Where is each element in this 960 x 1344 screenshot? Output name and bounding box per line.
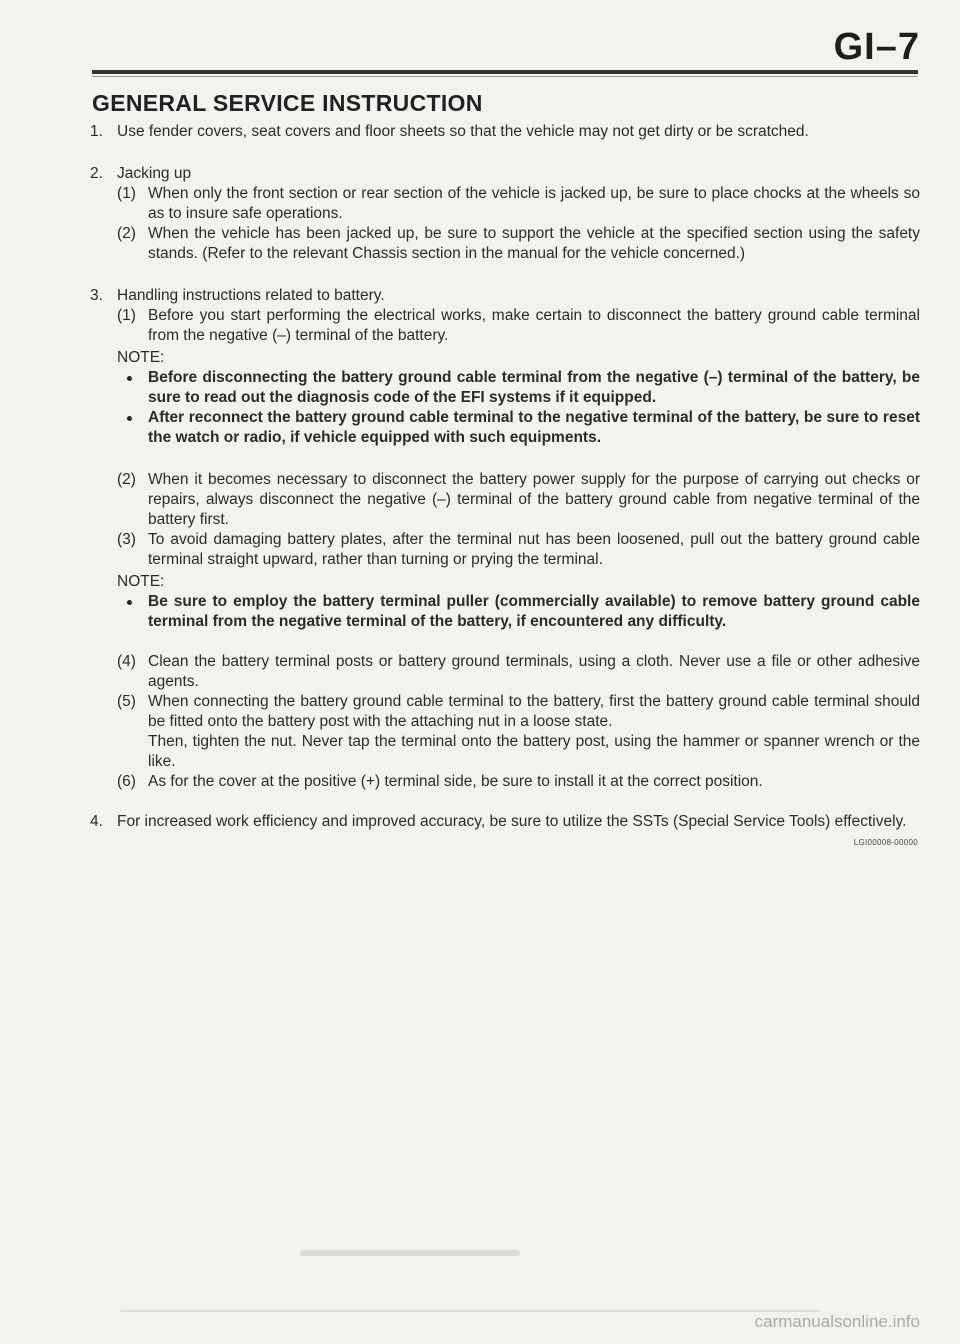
sub-item-number: (2) xyxy=(117,225,136,242)
note-label: NOTE: xyxy=(117,573,165,590)
item-number: 1. xyxy=(90,123,103,140)
instruction-item-4 xyxy=(90,812,920,832)
header-rule xyxy=(92,70,918,74)
sub-item xyxy=(117,652,920,692)
document-code: LGI00008-00000 xyxy=(853,838,918,847)
page-number: GI–7 xyxy=(833,26,920,68)
sub-item-text: When the vehicle has been jacked up, be sure to support the vehicle at the specified section using the safety stands. (Refer to the relevant Chassis section in the manual for the vehicle concerned.) xyxy=(148,225,920,262)
sub-item xyxy=(117,772,920,792)
watermark-footer: carmanualsonline.info xyxy=(754,1312,920,1331)
item-text: For increased work efficiency and improved accuracy, be sure to utilize the SSTs (Special Service Tools) effectively. xyxy=(117,813,907,830)
instruction-list xyxy=(90,118,920,832)
item-text: Use fender covers, seat covers and floor sheets so that the vehicle may not get dirty or be scratched. xyxy=(117,123,809,140)
sub-item-text: When it becomes necessary to disconnect the battery power supply for the purpose of carrying out checks or repairs, always disconnect the negative (–) terminal of the battery ground cable from negative terminal of the battery first. xyxy=(148,471,920,528)
sub-item-text-continued: Then, tighten the nut. Never tap the terminal onto the battery post, using the hammer or spanner wrench or the like. xyxy=(148,733,920,770)
sub-item-text: As for the cover at the positive (+) terminal side, be sure to install it at the correct position. xyxy=(148,773,763,790)
sub-item xyxy=(117,470,920,530)
scan-smudge xyxy=(120,1310,820,1312)
sub-item xyxy=(117,306,920,346)
instruction-item-1 xyxy=(90,122,920,142)
sub-item-number: (1) xyxy=(117,307,136,324)
sub-item-text: Clean the battery terminal posts or battery ground terminals, using a cloth. Never use a file or other adhesive agents. xyxy=(148,653,920,690)
scan-smudge xyxy=(300,1250,520,1256)
sub-item-text: To avoid damaging battery plates, after the terminal nut has been loosened, pull out the battery ground cable terminal straight upward, rather than turning or prying the terminal. xyxy=(148,531,920,568)
sub-item-text: When connecting the battery ground cable terminal to the battery, first the battery ground cable terminal should be fitted onto the battery post with the attaching nut in a loose state. xyxy=(148,693,920,730)
instruction-item-2 xyxy=(90,164,920,264)
note-bullet: Before disconnecting the battery ground cable terminal from the negative (–) terminal of the battery, be sure to read out the diagnosis code of the EFI systems if it equipped. xyxy=(117,368,920,408)
item-number: 4. xyxy=(90,813,103,830)
note-bullet: After reconnect the battery ground cable terminal to the negative terminal of the battery, be sure to reset the watch or radio, if vehicle equipped with such equipments. xyxy=(117,408,920,448)
sub-item-number: (1) xyxy=(117,185,136,202)
note-bullet: Be sure to employ the battery terminal puller (commercially available) to remove battery ground cable terminal from the negative terminal of the battery, if encountered any difficulty. xyxy=(117,592,920,632)
section-title: GENERAL SERVICE INSTRUCTION xyxy=(92,90,483,116)
note-label: NOTE: xyxy=(117,349,165,366)
sub-item-number: (3) xyxy=(117,531,136,548)
sub-item-number: (6) xyxy=(117,773,136,790)
sub-item xyxy=(117,692,920,772)
header-rule-thin xyxy=(92,76,918,77)
item-text: Handling instructions related to battery. xyxy=(117,287,385,304)
sub-item xyxy=(117,530,920,570)
sub-item xyxy=(117,224,920,264)
instruction-item-3 xyxy=(90,286,920,792)
sub-item-text: Before you start performing the electrical works, make certain to disconnect the battery ground cable terminal from the negative (–) terminal of the battery. xyxy=(148,307,920,344)
sub-item xyxy=(117,184,920,224)
sub-item-number: (2) xyxy=(117,471,136,488)
sub-item-number: (5) xyxy=(117,693,136,710)
item-number: 2. xyxy=(90,165,103,182)
item-number: 3. xyxy=(90,287,103,304)
sub-item-text: When only the front section or rear section of the vehicle is jacked up, be sure to place chocks at the wheels so as to insure safe operations. xyxy=(148,185,920,222)
item-text: Jacking up xyxy=(117,165,192,182)
sub-item-number: (4) xyxy=(117,653,136,670)
